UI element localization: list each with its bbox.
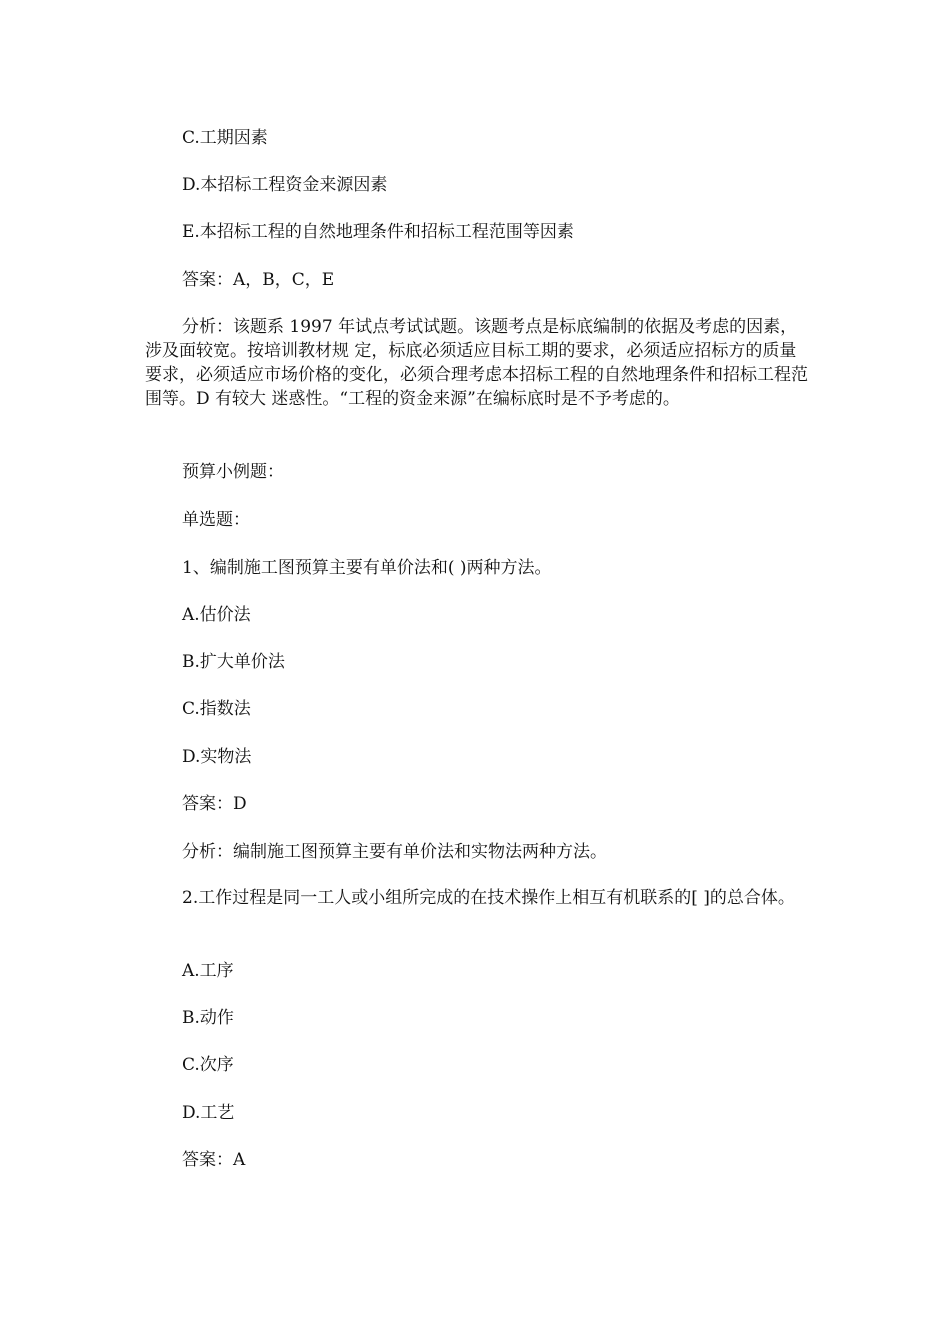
question-1: 1、编制施工图预算主要有单价法和( )两种方法。 [182, 558, 552, 578]
q2-option-b: B.动作 [182, 1008, 234, 1028]
option-d-funding: D.本招标工程资金来源因素 [182, 175, 388, 195]
q1-option-d: D.实物法 [182, 747, 252, 767]
q1-option-c: C.指数法 [182, 699, 251, 719]
option-c-schedule: C.工期因素 [182, 128, 268, 148]
option-e-geography: E.本招标工程的自然地理条件和招标工程范围等因素 [182, 222, 574, 242]
question-2: 2.工作过程是同一工人或小组所完成的在技术操作上相互有机联系的[ ]的总合体。 [182, 888, 795, 908]
section-heading-single-choice: 单选题： [182, 510, 250, 530]
q1-answer: 答案：D [182, 794, 247, 814]
q2-option-c: C.次序 [182, 1055, 234, 1075]
q2-answer: 答案：A [182, 1150, 246, 1170]
q2-option-d: D.工艺 [182, 1103, 235, 1123]
answer-q0: 答案：A，B，C，E [182, 270, 335, 290]
q1-analysis: 分析：编制施工图预算主要有单价法和实物法两种方法。 [182, 842, 607, 862]
analysis-q0: 分析：该题系 1997 年试点考试试题。该题考点是标底编制的依据及考虑的因素，涉及面较宽。按培训教材规 定，标底必须适应目标工期的要求，必须适应招标方的质量要求，必须适应市场价格的变化，必须合理考虑本招标工程的自然地理条件和招标工程范围等。D 有较大 迷惑性。“工程的资金来源”在编标底时是不予考虑的。 [145, 317, 808, 409]
q1-option-b: B.扩大单价法 [182, 652, 285, 672]
section-heading-budget-examples: 预算小例题： [182, 462, 284, 482]
q2-option-a: A.工序 [182, 961, 234, 981]
q1-option-a: A.估价法 [182, 605, 251, 625]
